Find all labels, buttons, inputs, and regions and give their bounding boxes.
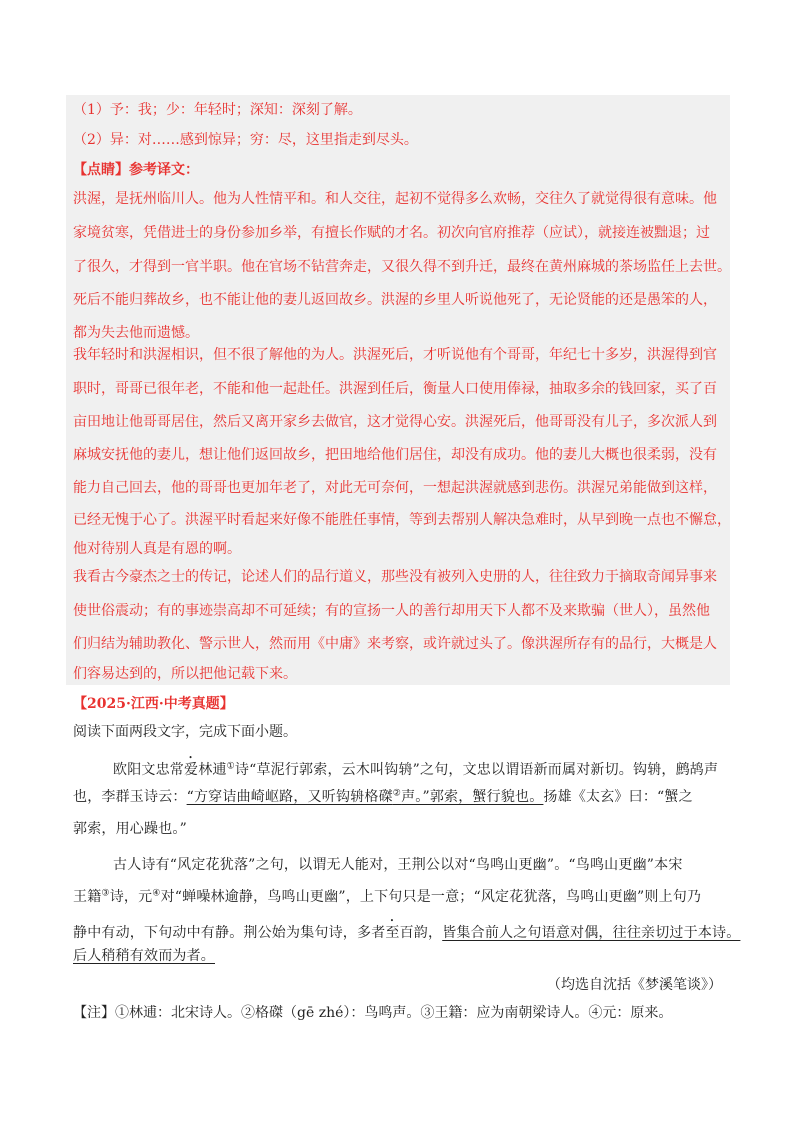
underlined-sentence: “方穿诘曲崎岖路，又听钩辀格磔②声。”郭索，蟹行貌也。: [186, 788, 544, 805]
passage2-line4: [73, 946, 215, 966]
translation-line: 们容易达到的，所以把他记载下来。: [73, 666, 297, 682]
passage1-line3: 郭索，用心躁也。”: [73, 821, 187, 837]
translation-line: 们归结为辅助教化、警示世人，然而用《中庸》来考察，或许就过头了。像洪渥所存有的品行，大概是人: [73, 636, 717, 652]
underlined-sentence: 后人稍稍有效而为者。: [73, 948, 215, 964]
translation-line: 了很久，才得到一官半职。他在官场不钻营奔走，又很久得不到升迁，最终在黄州麻城的茶场监任上去世。: [73, 259, 731, 275]
translation-line: 麻城安抚他的妻儿，想让他们返回故乡，把田地给他们居住，却没有成功。他的妻儿大概也很柔弱，没有: [73, 447, 717, 463]
passage2-line3: 静中有动，下句动中有静。荆公始为集句诗，多者至百韵，皆集合前人之句语意对偶，往往亲切过于本诗。: [73, 925, 741, 941]
emphasized-char: 至: [385, 925, 400, 941]
passage1-line2: 也，李群玉诗云：“方穿诘曲崎岖路，又听钩辀格磔②声。”郭索，蟹行貌也。扬雄《太玄》曰：“蟹之: [73, 788, 693, 805]
translation-line: 死后不能归葬故乡，也不能让他的妻儿返回故乡。洪渥的乡里人听说他死了，无论贤能的还是愚笨的人，: [73, 292, 717, 308]
passage1-line1: 欧阳文忠常爱林逋①诗“草泥行郭索，云木叫钩辀”之句，文忠以谓语新而属对新切。钩辀，鹧鸪声: [113, 761, 719, 778]
exam-tag: 【2025·江西·中考真题】: [73, 696, 234, 712]
translation-line: 洪渥，是抚州临川人。他为人性情平和。和人交往，起初不觉得多么欢畅，交往久了就觉得很有意味。他: [73, 191, 717, 207]
translation-line: 能力自己回去，他的哥哥也更加年老了，对此无可奈何，一想起洪渥就感到悲伤。洪渥兄弟能做到这样，: [73, 480, 717, 496]
passage2-line2: 王籍③诗，元④对“蝉噪林逾静，鸟鸣山更幽”，上下句只是一意；“风定花犹落，鸟鸣山更幽”则上句乃: [73, 888, 702, 905]
emphasized-char: 爱: [184, 762, 199, 778]
translation-line: 我年轻时和洪渥相识，但不很了解他的为人。洪渥死后，才听说他有个哥哥，年纪七十多岁，洪渥得到官: [73, 347, 717, 363]
note-2: （2）异：对……感到惊异；穷：尽，这里指走到尽头。: [73, 132, 418, 148]
translation-line: 都为失去他而遗憾。: [73, 325, 199, 341]
translation-line: 职时，哥哥已很年老，不能和他一起赴任。洪渥到任后，衡量人口使用俸禄，抽取多余的钱回家，买了百: [73, 381, 717, 397]
translation-line: 他对待别人真是有恩的啊。: [73, 541, 241, 557]
translation-line: 我看古今豪杰之士的传记，论述人们的品行道义，那些没有被列入史册的人，往往致力于摘取奇闻异事来: [73, 569, 717, 585]
annotation-note: 【注】①林逋：北宋诗人。②格磔（gē zhé）：鸟鸣声。③王籍：应为南朝梁诗人。④元：原来。: [73, 1005, 673, 1021]
translation-line: 亩田地让他哥哥居住，然后又离开家乡去做官，这才觉得心安。洪渥死后，他哥哥没有儿子，多次派人到: [73, 414, 717, 430]
translation-line: 使世俗震动；有的事迹崇高却不可延续；有的宣扬一人的善行却用天下人都不及来欺骗（世人），虽然他: [73, 603, 710, 619]
translation-line: 家境贫寒，凭借进士的身份参加乡举，有擅长作赋的才名。初次向官府推荐（应试），就接连被黜退；过: [73, 225, 710, 241]
source-citation: （均选自沈括《梦溪笔谈》）: [547, 977, 722, 993]
passage2-line1: 古人诗有“风定花犹落”之句，以谓无人能对，王荆公以对“鸟鸣山更幽”。“鸟鸣山更幽”本宋: [113, 857, 683, 873]
note-1: （1）予：我；少：年轻时；深知：深刻了解。: [73, 102, 362, 118]
translation-header: 【点睛】参考译文：: [73, 162, 199, 178]
underlined-sentence: 皆集合前人之句语意对偶，往往亲切过于本诗。: [442, 925, 741, 941]
exam-instruction: 阅读下面两段文字，完成下面小题。: [73, 724, 297, 740]
translation-line: 已经无愧于心了。洪渥平时看起来好像不能胜任事情，等到去帮别人解决急难时，从早到晚一点也不懈怠，: [73, 512, 731, 528]
